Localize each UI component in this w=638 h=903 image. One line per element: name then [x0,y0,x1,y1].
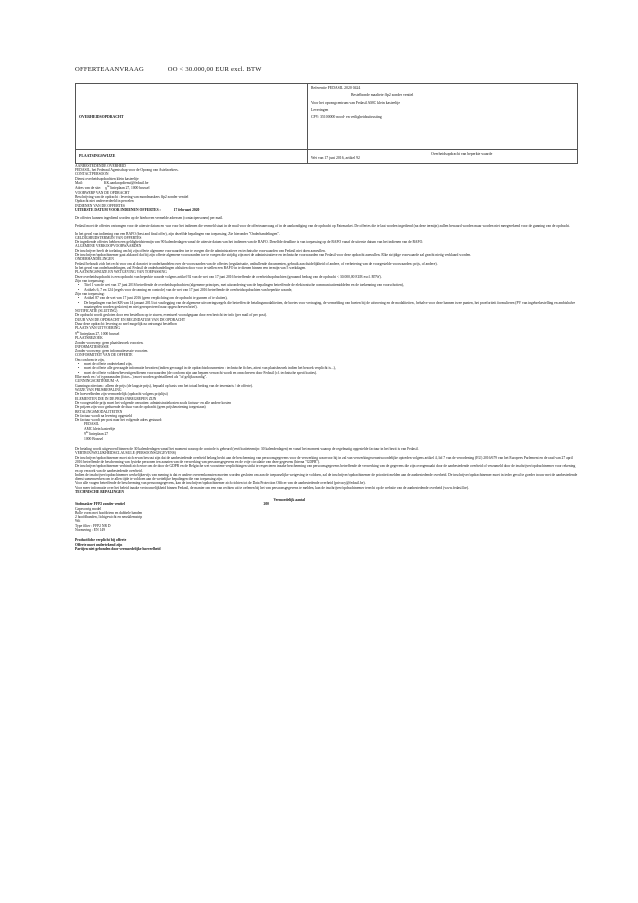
text-line: De opdracht wordt gesloten door een bestelbon op te sturen, eventueel voorafgegaan door een bericht ter info (per mail of per post). [75,313,267,318]
spec-item-name: Stofmasker FFP2 zonder ventiel [75,502,125,507]
section-heading: INDIENEN VAN DE OFFERTES [75,203,125,208]
section-heading: BETALINGSMODALITEITEN [75,409,123,414]
deadline-date: 17 februari 2020 [173,208,200,213]
text-line: De offertes kunnen ingediend worden op de hierboven vermelde adressen (contactpersonen) per mail. [75,215,224,220]
text-paragraph: Voor meer informatie over het beleid inzake vertrouwelijkheid binnen Fedasil, de manier om een van rechten uit te oefenen bij het van persoonsgegevens te melden, kan de inschrijver/opdrachtnemer terecht op de website van de aanbestedende overheid (www.fedasil.be). [75,485,470,490]
list-item: • Artikel 87 van de wet van 17 juni 2016 (geen verplichting om de opdracht te gunnen of te sluiten), [75,296,578,300]
info-label-contract: OVERHEIDSOPDRACHT [76,84,308,150]
spec-detail: Bolle vorm met hoofdriem en dubbele banden [75,510,143,515]
document-title [75,66,578,73]
info-type: Leveringen [311,108,329,113]
info-value-contract [308,84,578,150]
info-purpose: Voor het opvangcentrum van Fedasil AMC klein kasteeltje [311,100,401,105]
spec-detail: Wit [75,519,81,524]
closing-note: Offerte moet ondertekend zijn [75,542,123,547]
text-line: Duur deze opdracht: levering zo snel mogelijk na ontvangst bestelbon [75,322,177,327]
text-line: De voorgestelde prijs moet het volgende omvatten: administratiekosten zoals factuur- en alle andere kosten [75,400,232,405]
text-line: De prijzen zijn voor gedurende de duur van de opdracht (geen prijsherziening toegestaan) [75,405,206,410]
address-sup: de [106,185,110,189]
info-table [75,83,578,164]
info-value-procedure [308,150,578,164]
section-heading: VERTROUWELIJKHEIDSCLAUSULE (PERSOONSGEGEVENS) [75,451,177,456]
text-line: De hoeveelheden zijn vermoedelijk (opdracht volgens prijslijst) [75,392,168,397]
text-paragraph: De inschrijver/opdrachtnemer gaat akkoord dat bij zijn offerte algemene voorwaarden toe te voegen die strijdig zijn met de administratieve en technische voorwaarden van Fedasil voor deze opdracht aanvullen. Elke strijdige voorwaarde zal geacht nietig verklaard worden. [75,253,472,258]
invoice-address-city: 1000 Brussel [84,436,104,441]
info-label-procedure: PLAATSINGSWIJZE [76,150,308,164]
list-item: • Titel 1 van de wet van 17 juni 2016 betreffende de overheidsopdrachten (algemene principes, met uitzondering van de bepalingen betreffende de elektronische communicatiemiddelen en de toekenning van voorschotten), [75,283,578,287]
section-heading: WIJZE VAN PRIJSBEPALING [75,387,122,392]
list-item: • Artikels 6, 7 en 124 (regels voor de raming en controle) van de wet van 17 juni 2016 betreffende de overheidsopdrachten van beperkte waarde, [75,288,578,292]
section-heading: PLAATSINGSWIJZE EN WETGEVING VAN TOEPASSING [75,270,167,275]
address-number: 9 [105,186,107,191]
title-sub: OO < 30.000,00 EUR excl. BTW [167,66,262,73]
text-paragraph: De inschrijver/opdrachtnemer moet zich ervan bewust zijn dat de aanbestedende overheid belang hecht aan de bescherming van persoonsgegevens voor de verwerking waarvoor hij in zal van verwerkingsverantwoordelijke optreden volgens artikel 4, lid 7 van de verordening (EU) 2016/679 van het Europees Parlement en de raad van 27 april 2016 betreffende de bescherming van fysieke personen ten aanzien van de verwerking van persoonsgegevens en de vrije circulatie van deze gegevens (hierna "GDPR"). [75,455,573,464]
text-line: De inschrijver heeft de toelating om bij zijn offerte algemene voorwaarden toe te voegen die de administratieve en technische voorwaarden van Fedasil niet doen aanvullen. [75,248,326,253]
address-street: linieplaan 27, 1000 brussel [110,186,150,191]
address-number: 9 [75,331,77,336]
text-line: In het geval van onderhandelingen, zal Fedasil de onderhandelingen afsluiten door voor te stellen een BAFO in te dienen binnen een termijn van 5 werkdagen. [75,266,307,270]
section-heading: CONFORMITEIT VAN DE OFFERTE [75,353,133,358]
address-street: linieplaan 27, 1000 brussel [80,331,120,336]
section-heading: AANBESTEDENDE OVERHEID [75,163,126,168]
list-item: • moet de offerte ondertekend zijn, [75,362,578,366]
section-heading: GUNNINGSCRITERIUM -A [75,379,119,384]
text-line: Fedasil behoudt zich het recht voor om al dan niet te onderhandelen over de voorwaarden van de offertes (regularisatie, onthullende documenten, gebruik aan duidelijkheid of andere, of verbetering van de voorgestelde voorwaarden: prijs, of andere). [75,261,438,266]
invoice-address-name: FEDASIL [84,422,99,427]
text-line: De factuur wordt per post naar het volgende adres gestuurd: [75,418,163,423]
list-item: • moet de offerte alle gevraagde informatie bevatten (indien gevraagd in de opdrachtsdocumenten : technische fiches, attest van plaatsbezoek indien het bezoek verplicht is...), [75,366,578,370]
document-body [75,164,578,552]
spec-item-quantity: 200 [263,502,269,507]
text-line: Opdracht niet onderverdeeld in percelen [75,199,134,204]
list-item: • moet de offerte voldoen/bevestigen/dienen voorwaarden (de conform zijn aan bepaen verwacht wordt en omschreven door Fedasil (cf. technische specificaties). [75,371,578,375]
text-line: Zijn van toepassing: [75,291,105,296]
text-paragraph: Indien de inschrijver/opdrachtnemer werkelijkervijs van mening is dat er andere overeenkomsten moeten worden gesloten om aan de toepasselijke wetgeving te voldoen, zal de inschrijver/opdrachtnemer de prioriteit melden aan de aanbestedende overheid. De inschrijver/opdrachtnemer moet in ieder geval te goeder trouw met de aanbestedende dienst samenwerken om te allen tijde te voldoen aan de wettelijke bepalingen die van toepassing zijn. [75,472,578,482]
text-line: Zijn van toepassing: [75,278,105,283]
text-line: Om conform te zijn, [75,357,105,362]
closing-note: Partijen niet gebonden door vermoedelijke hoeveelheid [75,547,161,551]
text-line: Beschrijving van de opdracht : levering van mondmaskers ffp2 zonder ventiel [75,195,189,200]
deadline-label: UITERSTE DATUM VOOR INDIENEN OFFERTES : [75,208,161,213]
info-subject: Bestelbonde maaltete ffp2 zonder ventiel [351,93,414,98]
text-line: De factuur wordt na levering opgesteld [75,413,132,418]
list-item: • De bepalingen van het KB van 14 januari 2013 tot vastlegging van de algemene uitvoeringsregels die betreffen de betalingsmodaliteiten, de boetes voor vertraging, de vermelding van boeten bij de uitvoering en de modaliteiten , behalve voor deze bannen twee punten, het proeforiteit formulieren (PV van ingebrekestelling en ambtshalve maatregelen worden gesloten) en niet gerespecteerd naar opgeschreven brief). [75,301,578,310]
section-heading: VOORWERP VAN DE OPDRACHT [75,190,130,195]
address-sup: de [85,431,89,435]
text-line: Dienst overheidsopdrachten klein kasteeltje [75,176,139,181]
text-line: Voor alle vragen betreffende de bescherming van persoonsgegevens, kan de inschrijver/opdrachtnemer zich richten tot de Data Protection Officer van de aanbestedende overheid (privacy@fedasil.be). [75,481,366,486]
spec-block [75,498,305,533]
text-line: Deze overheidsopdracht is een opdracht van beperkte waarde volgens artikel 92 van de wet van 17 juni 2016 betreffende de overheidsopdrachten (geraamd bedrag van de opdracht < 30.000,00 EUR excl. BTW). [75,274,382,279]
text-paragraph: Fedasil moet de offertes ontvangen voor de uiterste datum en -uur voor het indienen die vermeld staat in de mail voor de offerteaanvraag of in de aankondiging van de opdracht op Fairmarket. De offertes die te laat worden ingediend (na deze termijn) zullen bewaard worden maar worden niet meegerekend voor de gunning van de opdracht. [75,223,570,228]
info-procedure: Overheidsopdracht van beperkte waarde [431,152,493,156]
text-line: Zonder voorwerp: geen informatiesessie voorzien. [75,349,149,354]
address-label: Adres van de site: [75,186,102,191]
section-heading: GELDIGHEIDSTERMIJN VAN OFFERTES [75,235,142,240]
closing-note: Productfiche verplicht bij offerte [75,538,127,543]
section-heading: DUUR VAN DE OPDRACHT EN BEGINDATUM VAN DE OPDRACHT [75,317,186,322]
mail-label: Mail: [75,180,83,185]
text-paragraph: De inschrijver/opdrachtnemer verbindt zich ertoe om de door de GDPR en de Belgische wet voorziene verplichtingen strikt te respecteren inzake bescherming van persoonsgegevens betreffende de verwerking van de gegevens die zijn overgemaakt door de aanbestedende overheid of verzameld door de inschrijver/opdrachtnemer voor rekening en op verzoek van de aanbestedende overheid. [75,464,576,473]
address-sup: de [76,330,80,334]
info-law: Wet van 17 juni 2016, artikel 92 [311,156,360,161]
mail-address[interactable]: KK.aankoopdienst@fedasil.be [103,180,149,185]
spec-detail: 2 hoofdbanden, lichtgewicht en neusklemstrip [75,515,143,520]
text-line: FEDASIL, het Federaal Agentschap voor de Opvang van Asielzoekers. [75,168,179,173]
text-line: Zonder voorwerp: geen plaatsbezoek voorzien. [75,340,144,345]
section-heading: NOTIFICATIE (SLUITING) [75,309,118,314]
section-heading: ELEMENTEN DIE IN DE PRIJS INBEGREPEN ZIJN [75,396,157,401]
info-row-contract [76,84,578,150]
info-reference: Referentie FEDASIL 2020 0424 [311,86,361,90]
text-line: Elke merk en / of typeaanzalen (fotos...) moet worden gedetailleerd als "of gelijkwaardig". [75,375,207,380]
address-street: linieplaan 27 [89,432,109,437]
text-paragraph: De ingediende offertes hebben een geldigheidstermijn van 90 kalenderdagen vanaf de uiterste datum van het indienen van de BAFO. Dezelfde deadline is van toepassing op de BAFO vanaf de uiterste datum van het indienen van de BAFO. [75,240,424,245]
info-row-procedure [76,150,578,164]
spec-detail: Capsvorrig model [75,506,102,511]
info-cpv: CPV: 35100000 nood- en veiligheidsuitrusting [311,115,382,120]
section-heading: ONDERHANDELINGEN [75,257,114,262]
section-heading: PLAATSBEZOEK [75,336,103,341]
section-heading: INFORMATIESESSIE [75,344,109,349]
section-heading: ALGEMENE VERKOOPVOORWAARDEN [75,244,142,249]
address-number: 9 [84,432,86,437]
text-line: De betaling wordt uitgevoerd binnen de 30 kalenderdagen vanaf het moment waarop de controle is gebeurd (verificatietermijn: 30 kalenderdagen) en vanaf het moment waarop de regelmatig opgestelde factuur in het bezit is van Fedasil. [75,446,419,451]
section-heading: TECHNISCHE BEPALINGEN [75,490,124,495]
section-heading: PLAATS VAN UITVOERING [75,326,120,331]
spec-detail: Normering : EN 149 [75,528,106,533]
text-line: In het geval van indiening van een BAFO (best and final offer), zijn dezelfde bepalingen van toepassing. Zie hieronder "Onderhandelingen". [75,231,280,236]
text-line: Gunningscriterium : alleen de prijs (de laagste prijs), bepaald op basis van het totaal bedrag van de inventaris / de offerte). [75,383,253,388]
section-heading: CONTACTPERSOON [75,172,109,177]
invoice-address-site: AMC klein kasteeltje [84,426,116,431]
title-main: OFFERTEAANVRAAG [75,66,144,73]
spec-quantity-header: Vermoedelijk aantal [273,497,305,502]
spec-detail: Type filter : FFP2 NR D [75,523,111,528]
